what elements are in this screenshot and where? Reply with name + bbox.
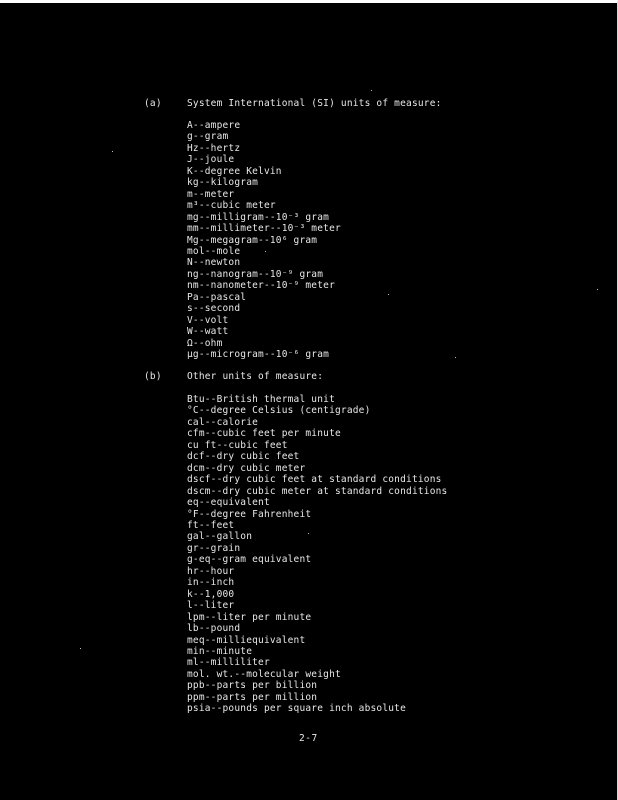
scan-speck: [455, 357, 456, 358]
section-a-title: System International (SI) units of measure:: [187, 98, 442, 109]
list-item: g--gram: [187, 131, 229, 143]
section-a-letter: (a): [144, 98, 162, 109]
list-item: hr--hour: [187, 565, 235, 577]
list-item: min--minute: [187, 645, 253, 657]
list-item: ft--feet: [187, 519, 235, 531]
list-item: gal--gallon: [187, 531, 253, 543]
list-item: mol--mole: [187, 245, 241, 257]
list-item: g-eq--gram equivalent: [187, 554, 312, 566]
list-item: Mg--megagram--10⁶ gram: [187, 234, 318, 246]
list-item: Ω--ohm: [187, 337, 223, 349]
list-item: N--newton: [187, 257, 241, 269]
list-item: ppm--parts per million: [187, 691, 318, 703]
list-item: mm--millimeter--10⁻³ meter: [187, 223, 341, 235]
list-item: Pa--pascal: [187, 291, 247, 303]
section-b-letter: (b): [144, 371, 162, 382]
list-item: kg--kilogram: [187, 177, 259, 189]
list-item: ml--milliliter: [187, 657, 270, 669]
list-item: dcm--dry cubic meter: [187, 462, 306, 474]
list-item: s--second: [187, 303, 241, 315]
si-units-list: [187, 120, 341, 361]
list-item: mg--milligram--10⁻³ gram: [187, 211, 330, 223]
other-units-list: [187, 394, 447, 715]
list-item: k--1,000: [187, 588, 235, 600]
list-item: lpm--liter per minute: [187, 611, 312, 623]
scan-speck: [265, 251, 266, 252]
list-item: dscf--dry cubic feet at standard conditions: [187, 474, 442, 486]
list-item: °F--degree Fahrenheit: [187, 508, 312, 520]
list-item: m--meter: [187, 188, 235, 200]
list-item: W--watt: [187, 326, 229, 338]
list-item: l--liter: [187, 600, 235, 612]
list-item: J--joule: [187, 154, 235, 166]
list-item: lb--pound: [187, 623, 241, 635]
list-item: psia--pounds per square inch absolute: [187, 703, 407, 715]
scan-speck: [597, 289, 598, 290]
list-item: cfm--cubic feet per minute: [187, 428, 341, 440]
list-item: V--volt: [187, 314, 229, 326]
list-item: m³--cubic meter: [187, 200, 276, 212]
list-item: A--ampere: [187, 120, 241, 131]
list-item: K--degree Kelvin: [187, 165, 282, 177]
list-item: cu ft--cubic feet: [187, 439, 288, 451]
list-item: mol. wt.--molecular weight: [187, 668, 341, 680]
list-item: gr--grain: [187, 542, 241, 554]
section-b-title: Other units of measure:: [187, 371, 324, 382]
list-item: µg--microgram--10⁻⁶ gram: [187, 349, 330, 361]
list-item: eq--equivalent: [187, 497, 270, 509]
page-number: 2-7: [299, 733, 318, 744]
scan-speck: [80, 648, 81, 649]
list-item: nm--nanometer--10⁻⁹ meter: [187, 280, 335, 292]
list-item: dcf--dry cubic feet: [187, 451, 300, 463]
scan-speck: [388, 294, 389, 295]
scan-speck: [371, 90, 372, 91]
list-item: ppb--parts per billion: [187, 680, 318, 692]
list-item: Hz--hertz: [187, 142, 241, 154]
list-item: dscm--dry cubic meter at standard conditions: [187, 485, 448, 497]
scan-speck: [112, 151, 113, 152]
list-item: in--inch: [187, 577, 235, 589]
list-item: cal--calorie: [187, 416, 259, 428]
list-item: meq--milliequivalent: [187, 634, 306, 646]
list-item: Btu--British thermal unit: [187, 394, 335, 405]
list-item: °C--degree Celsius (centigrade): [187, 405, 371, 417]
list-item: ng--nanogram--10⁻⁹ gram: [187, 268, 324, 280]
scan-speck: [308, 533, 309, 534]
